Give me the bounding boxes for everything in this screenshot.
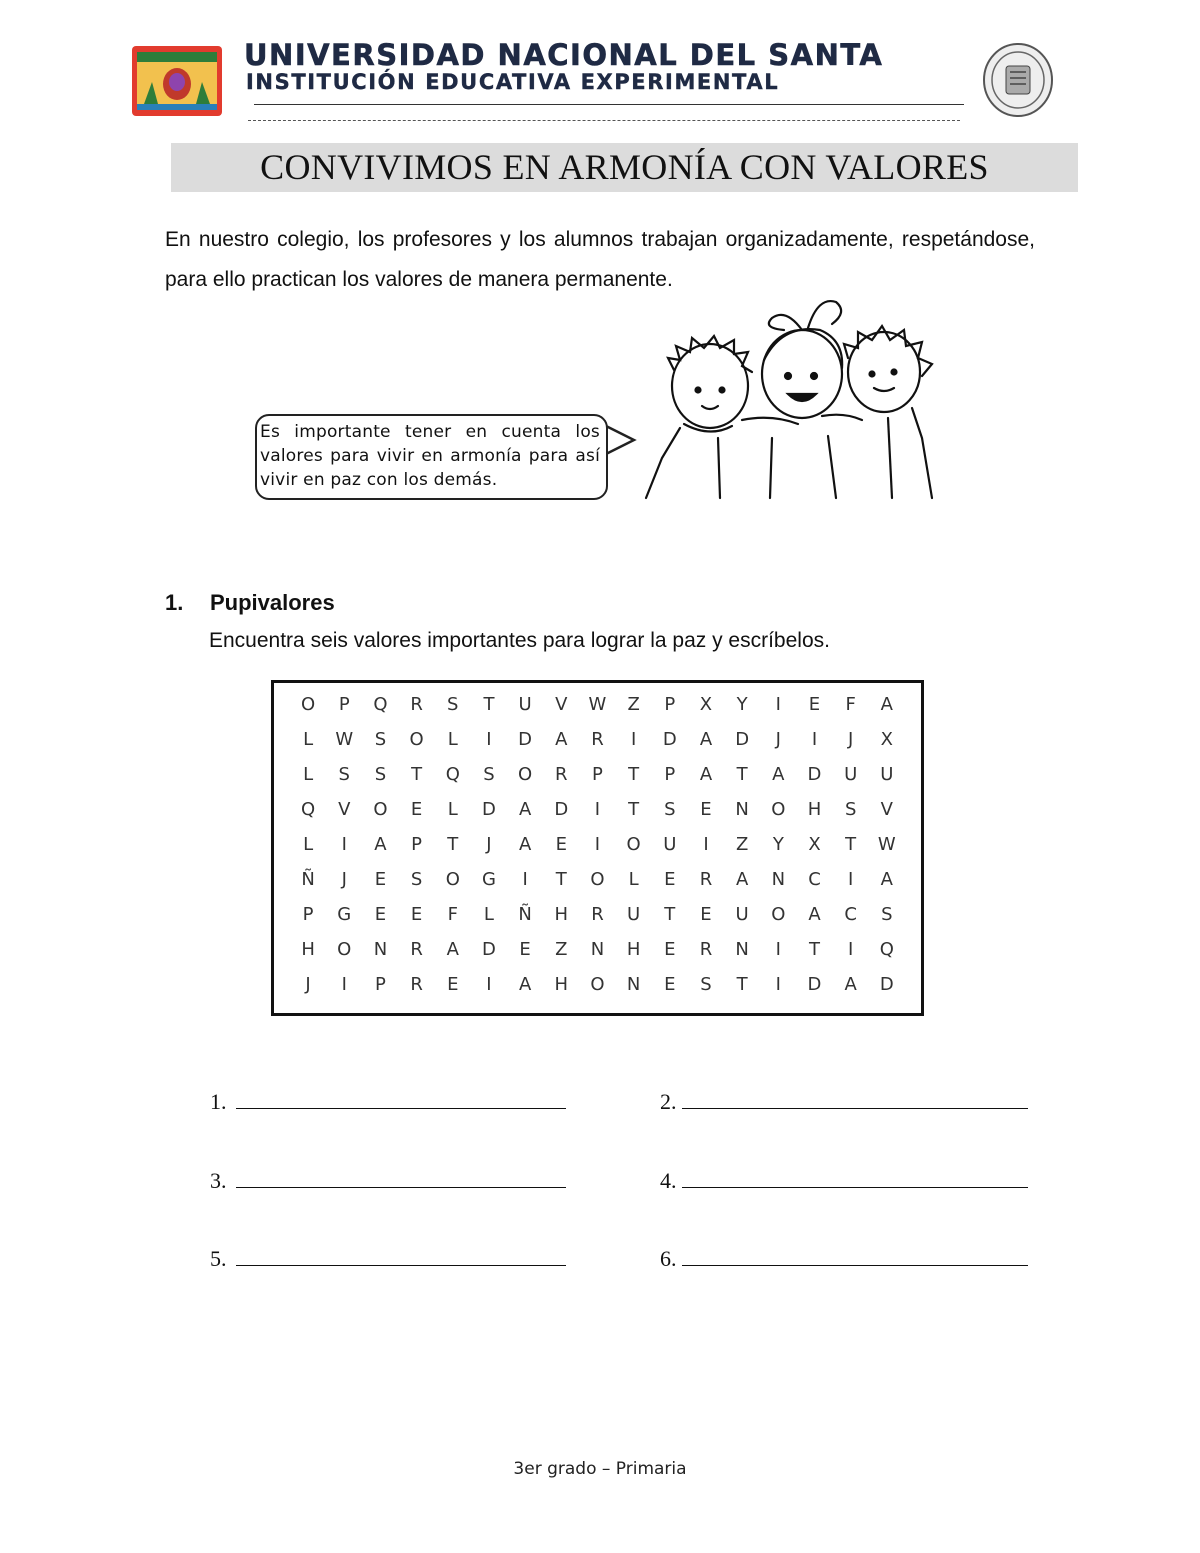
wordsearch-letter[interactable]: A	[880, 869, 893, 890]
wordsearch-letter[interactable]: D	[662, 729, 677, 750]
wordsearch-letter[interactable]: Z	[555, 939, 568, 960]
wordsearch-letter[interactable]: U	[844, 764, 858, 785]
wordsearch-row	[290, 792, 905, 827]
wordsearch-letter[interactable]: I	[486, 974, 492, 995]
wordsearch-letter[interactable]: Q	[445, 764, 460, 785]
wordsearch-row	[290, 932, 905, 967]
wordsearch-letter[interactable]: O	[409, 729, 424, 750]
wordsearch-letter[interactable]: W	[588, 694, 607, 715]
wordsearch-letter[interactable]: A	[518, 834, 532, 855]
wordsearch-letter[interactable]: U	[627, 904, 641, 925]
wordsearch-letter[interactable]: J	[341, 869, 347, 890]
wordsearch-letter[interactable]: T	[664, 904, 676, 925]
wordsearch-letter[interactable]: D	[807, 764, 822, 785]
wordsearch-letter[interactable]: A	[844, 974, 857, 995]
wordsearch-letter[interactable]: O	[301, 694, 316, 715]
wordsearch-letter[interactable]: L	[303, 729, 314, 750]
wordsearch-letter[interactable]: P	[664, 694, 676, 715]
wordsearch-letter[interactable]: R	[410, 974, 423, 995]
wordsearch-letter[interactable]: F	[845, 694, 856, 715]
wordsearch-letter[interactable]: H	[554, 904, 569, 925]
wordsearch-letter[interactable]: I	[775, 974, 781, 995]
wordsearch-letter[interactable]: I	[522, 869, 528, 890]
wordsearch-letter[interactable]: E	[664, 974, 676, 995]
wordsearch-letter[interactable]: E	[700, 904, 712, 925]
wordsearch-letter[interactable]: J	[305, 974, 311, 995]
answer-line-5[interactable]	[210, 1245, 566, 1272]
wordsearch-letter[interactable]: Z	[735, 834, 749, 855]
wordsearch-letter[interactable]: J	[848, 729, 854, 750]
wordsearch-letter[interactable]: S	[881, 904, 893, 925]
wordsearch-letter[interactable]: T	[483, 694, 495, 715]
wordsearch-letter[interactable]: I	[848, 939, 854, 960]
answer-number: 1.	[210, 1089, 227, 1114]
wordsearch-letter[interactable]: I	[848, 869, 854, 890]
wordsearch-letter[interactable]: R	[591, 729, 604, 750]
wordsearch-letter[interactable]: L	[303, 764, 314, 785]
wordsearch-letter[interactable]: O	[518, 764, 533, 785]
wordsearch-letter[interactable]: A	[518, 974, 532, 995]
wordsearch-letter[interactable]: A	[446, 939, 459, 960]
university-seal-logo	[982, 42, 1054, 118]
wordsearch-letter[interactable]: C	[844, 904, 857, 925]
wordsearch-letter[interactable]: I	[630, 729, 637, 750]
wordsearch-letter[interactable]: I	[486, 729, 492, 750]
children-illustration	[622, 288, 952, 506]
answer-line-3[interactable]	[210, 1167, 566, 1194]
wordsearch-letter[interactable]: S	[374, 729, 387, 750]
answer-blank[interactable]	[236, 1245, 566, 1266]
wordsearch-letter[interactable]: D	[735, 729, 750, 750]
answer-number: 3.	[210, 1168, 227, 1193]
wordsearch-letter[interactable]: P	[411, 834, 423, 855]
answer-number: 6.	[660, 1246, 677, 1271]
wordsearch-letter[interactable]: E	[447, 974, 459, 995]
wordsearch-letter[interactable]: F	[447, 904, 458, 925]
answer-number: 5.	[210, 1246, 227, 1271]
wordsearch-letter[interactable]: N	[771, 869, 786, 890]
wordsearch-row	[290, 967, 905, 1002]
wordsearch-letter[interactable]: O	[373, 799, 388, 820]
wordsearch-letter[interactable]: H	[554, 974, 569, 995]
wordsearch-letter[interactable]: A	[518, 799, 532, 820]
wordsearch-letter[interactable]: G	[337, 904, 352, 925]
wordsearch-letter[interactable]: D	[482, 799, 496, 820]
wordsearch-letter[interactable]: H	[301, 939, 315, 960]
answer-blank[interactable]	[236, 1167, 566, 1188]
wordsearch-letter[interactable]: D	[879, 974, 894, 995]
wordsearch-letter[interactable]: S	[338, 764, 350, 785]
wordsearch-letter[interactable]: T	[555, 869, 567, 890]
wordsearch-letter[interactable]: H	[807, 799, 822, 820]
wordsearch-letter[interactable]: O	[771, 799, 786, 820]
wordsearch-letter[interactable]: I	[341, 834, 347, 855]
wordsearch-letter[interactable]: I	[594, 799, 601, 820]
answer-blank[interactable]	[682, 1245, 1028, 1266]
wordsearch-letter[interactable]: X	[808, 834, 821, 855]
wordsearch-letter[interactable]: E	[664, 939, 676, 960]
wordsearch-row	[290, 757, 905, 792]
wordsearch-letter[interactable]: L	[483, 904, 494, 925]
wordsearch-letter[interactable]: P	[302, 904, 314, 925]
wordsearch-letter[interactable]: X	[880, 729, 893, 750]
wordsearch-letter[interactable]: L	[447, 729, 458, 750]
wordsearch-letter[interactable]: I	[811, 729, 818, 750]
wordsearch-letter[interactable]: A	[772, 764, 785, 785]
wordsearch-letter[interactable]: E	[664, 869, 676, 890]
intro-paragraph: En nuestro colegio, los profesores y los alumnos trabajan organizadamente, respetándose, para ello practican los valores de manera permanente.	[165, 228, 1035, 291]
wordsearch-letter[interactable]: Z	[627, 694, 640, 715]
wordsearch-letter[interactable]: U	[735, 904, 749, 925]
wordsearch-letter[interactable]: L	[303, 834, 314, 855]
wordsearch-letter[interactable]: U	[518, 694, 532, 715]
wordsearch-letter[interactable]: Q	[879, 939, 894, 960]
answer-line-2[interactable]	[660, 1088, 1028, 1115]
wordsearch-letter[interactable]: T	[628, 799, 640, 820]
wordsearch-letter[interactable]: S	[844, 799, 857, 820]
wordsearch-row	[290, 722, 905, 757]
wordsearch-letter[interactable]: J	[486, 834, 492, 855]
wordsearch-letter[interactable]: P	[338, 694, 350, 715]
wordsearch-letter[interactable]: S	[374, 764, 387, 785]
header-dashed-rule	[248, 120, 960, 121]
answer-line-4[interactable]	[660, 1167, 1028, 1194]
institution-name: INSTITUCIÓN EDUCATIVA EXPERIMENTAL	[246, 70, 780, 94]
wordsearch-letter[interactable]: R	[699, 869, 713, 890]
university-name: UNIVERSIDAD NACIONAL DEL SANTA	[244, 38, 884, 72]
wordsearch-letter[interactable]: A	[699, 729, 713, 750]
answer-line-6[interactable]	[660, 1245, 1028, 1272]
page-footer: 3er grado – Primaria	[513, 1459, 687, 1479]
wordsearch-letter[interactable]: R	[410, 939, 423, 960]
wordsearch-letter[interactable]: E	[519, 939, 531, 960]
header-rule	[254, 104, 964, 105]
wordsearch-letter[interactable]: U	[880, 764, 894, 785]
wordsearch-letter[interactable]: Q	[373, 694, 388, 715]
wordsearch-letter[interactable]: Ñ	[301, 869, 315, 890]
wordsearch-letter[interactable]: O	[445, 869, 460, 890]
answer-blank[interactable]	[236, 1088, 566, 1109]
wordsearch-letter[interactable]: Q	[301, 799, 316, 820]
wordsearch-letter[interactable]: P	[592, 764, 603, 785]
wordsearch-letter[interactable]: P	[664, 764, 676, 785]
wordsearch-letter[interactable]: O	[590, 869, 605, 890]
wordsearch-letter[interactable]: S	[664, 799, 676, 820]
wordsearch-letter[interactable]: V	[338, 799, 351, 820]
wordsearch-letter[interactable]: Ñ	[518, 904, 532, 925]
wordsearch-letter[interactable]: I	[703, 834, 709, 855]
page-title: CONVIVIMOS EN ARMONÍA CON VALORES	[260, 147, 989, 187]
wordsearch-letter[interactable]: O	[337, 939, 352, 960]
section-title: Pupivalores	[210, 590, 335, 615]
wordsearch-letter[interactable]: D	[554, 799, 569, 820]
wordsearch-row	[290, 687, 905, 722]
wordsearch-letter[interactable]: A	[880, 694, 893, 715]
wordsearch-letter[interactable]: D	[482, 939, 496, 960]
wordsearch-letter[interactable]: S	[447, 694, 459, 715]
wordsearch-letter[interactable]: N	[590, 939, 605, 960]
wordsearch-letter[interactable]: R	[555, 764, 568, 785]
wordsearch-letter[interactable]: S	[700, 974, 712, 995]
wordsearch-letter[interactable]: A	[699, 764, 713, 785]
wordsearch-letter[interactable]: I	[341, 974, 347, 995]
wordsearch-letter[interactable]: T	[845, 834, 857, 855]
wordsearch-letter[interactable]: N	[735, 939, 749, 960]
wordsearch-letter[interactable]: U	[663, 834, 677, 855]
wordsearch-letter[interactable]: S	[483, 764, 495, 785]
section-instruction: Encuentra seis valores importantes para lograr la paz y escríbelos.	[209, 629, 830, 652]
wordsearch-letter[interactable]: T	[808, 939, 820, 960]
wordsearch-letter[interactable]: H	[626, 939, 641, 960]
wordsearch-letter[interactable]: N	[373, 939, 388, 960]
wordsearch-letter[interactable]: T	[736, 764, 748, 785]
wordsearch-letter[interactable]: A	[808, 904, 821, 925]
answer-line-1[interactable]	[210, 1088, 566, 1115]
wordsearch-letter[interactable]: I	[775, 939, 781, 960]
wordsearch-letter[interactable]: D	[807, 974, 822, 995]
wordsearch-letter[interactable]: I	[775, 694, 781, 715]
wordsearch-letter[interactable]: W	[877, 834, 896, 855]
wordsearch-letter[interactable]: I	[594, 834, 601, 855]
wordsearch-letter[interactable]: R	[410, 694, 423, 715]
wordsearch-letter[interactable]: W	[335, 729, 354, 750]
wordsearch-letter[interactable]: G	[481, 869, 496, 890]
answer-blank[interactable]	[682, 1167, 1028, 1188]
wordsearch-letter[interactable]: T	[447, 834, 459, 855]
answer-number: 4.	[660, 1168, 677, 1193]
answer-blank[interactable]	[682, 1088, 1028, 1109]
wordsearch-letter[interactable]: E	[374, 904, 387, 925]
wordsearch-letter[interactable]: J	[775, 729, 781, 750]
wordsearch-letter[interactable]: R	[699, 939, 713, 960]
wordsearch-letter[interactable]: N	[735, 799, 749, 820]
answer-number: 2.	[660, 1089, 677, 1114]
wordsearch-letter[interactable]: E	[410, 799, 423, 820]
wordsearch-letter[interactable]: N	[626, 974, 641, 995]
wordsearch-row	[290, 827, 905, 862]
wordsearch-row	[290, 862, 905, 897]
wordsearch-grid	[290, 687, 905, 1002]
wordsearch-letter[interactable]: V	[880, 799, 893, 820]
wordsearch-letter[interactable]: S	[410, 869, 423, 890]
wordsearch-letter[interactable]: E	[808, 694, 821, 715]
wordsearch-row	[290, 897, 905, 932]
wordsearch-letter[interactable]: Y	[736, 694, 748, 715]
wordsearch-letter[interactable]: D	[518, 729, 533, 750]
school-crest-logo	[130, 44, 224, 118]
wordsearch-letter[interactable]: O	[590, 974, 605, 995]
wordsearch-letter[interactable]: E	[374, 869, 387, 890]
wordsearch-letter[interactable]: T	[411, 764, 423, 785]
wordsearch-letter[interactable]: A	[735, 869, 749, 890]
wordsearch-letter[interactable]: O	[771, 904, 786, 925]
wordsearch-letter[interactable]: E	[555, 834, 567, 855]
section-number: 1.	[165, 590, 184, 615]
wordsearch-letter[interactable]: T	[628, 764, 640, 785]
wordsearch-letter[interactable]: E	[700, 799, 712, 820]
wordsearch-letter[interactable]: L	[628, 869, 639, 890]
wordsearch-letter[interactable]: A	[555, 729, 568, 750]
wordsearch-letter[interactable]: T	[736, 974, 748, 995]
wordsearch-letter[interactable]: L	[447, 799, 458, 820]
wordsearch-letter[interactable]: R	[591, 904, 604, 925]
wordsearch-letter[interactable]: E	[410, 904, 423, 925]
wordsearch-letter[interactable]: A	[374, 834, 387, 855]
wordsearch-letter[interactable]: C	[808, 869, 821, 890]
wordsearch-letter[interactable]: P	[375, 974, 386, 995]
speech-bubble-text: Es importante tener en cuenta los valores para vivir en armonía para así vivir en paz con los demás.	[260, 422, 600, 490]
wordsearch-letter[interactable]: Y	[772, 834, 784, 855]
wordsearch-letter[interactable]: V	[555, 694, 568, 715]
wordsearch-letter[interactable]: O	[626, 834, 641, 855]
wordsearch-letter[interactable]: X	[699, 694, 713, 715]
